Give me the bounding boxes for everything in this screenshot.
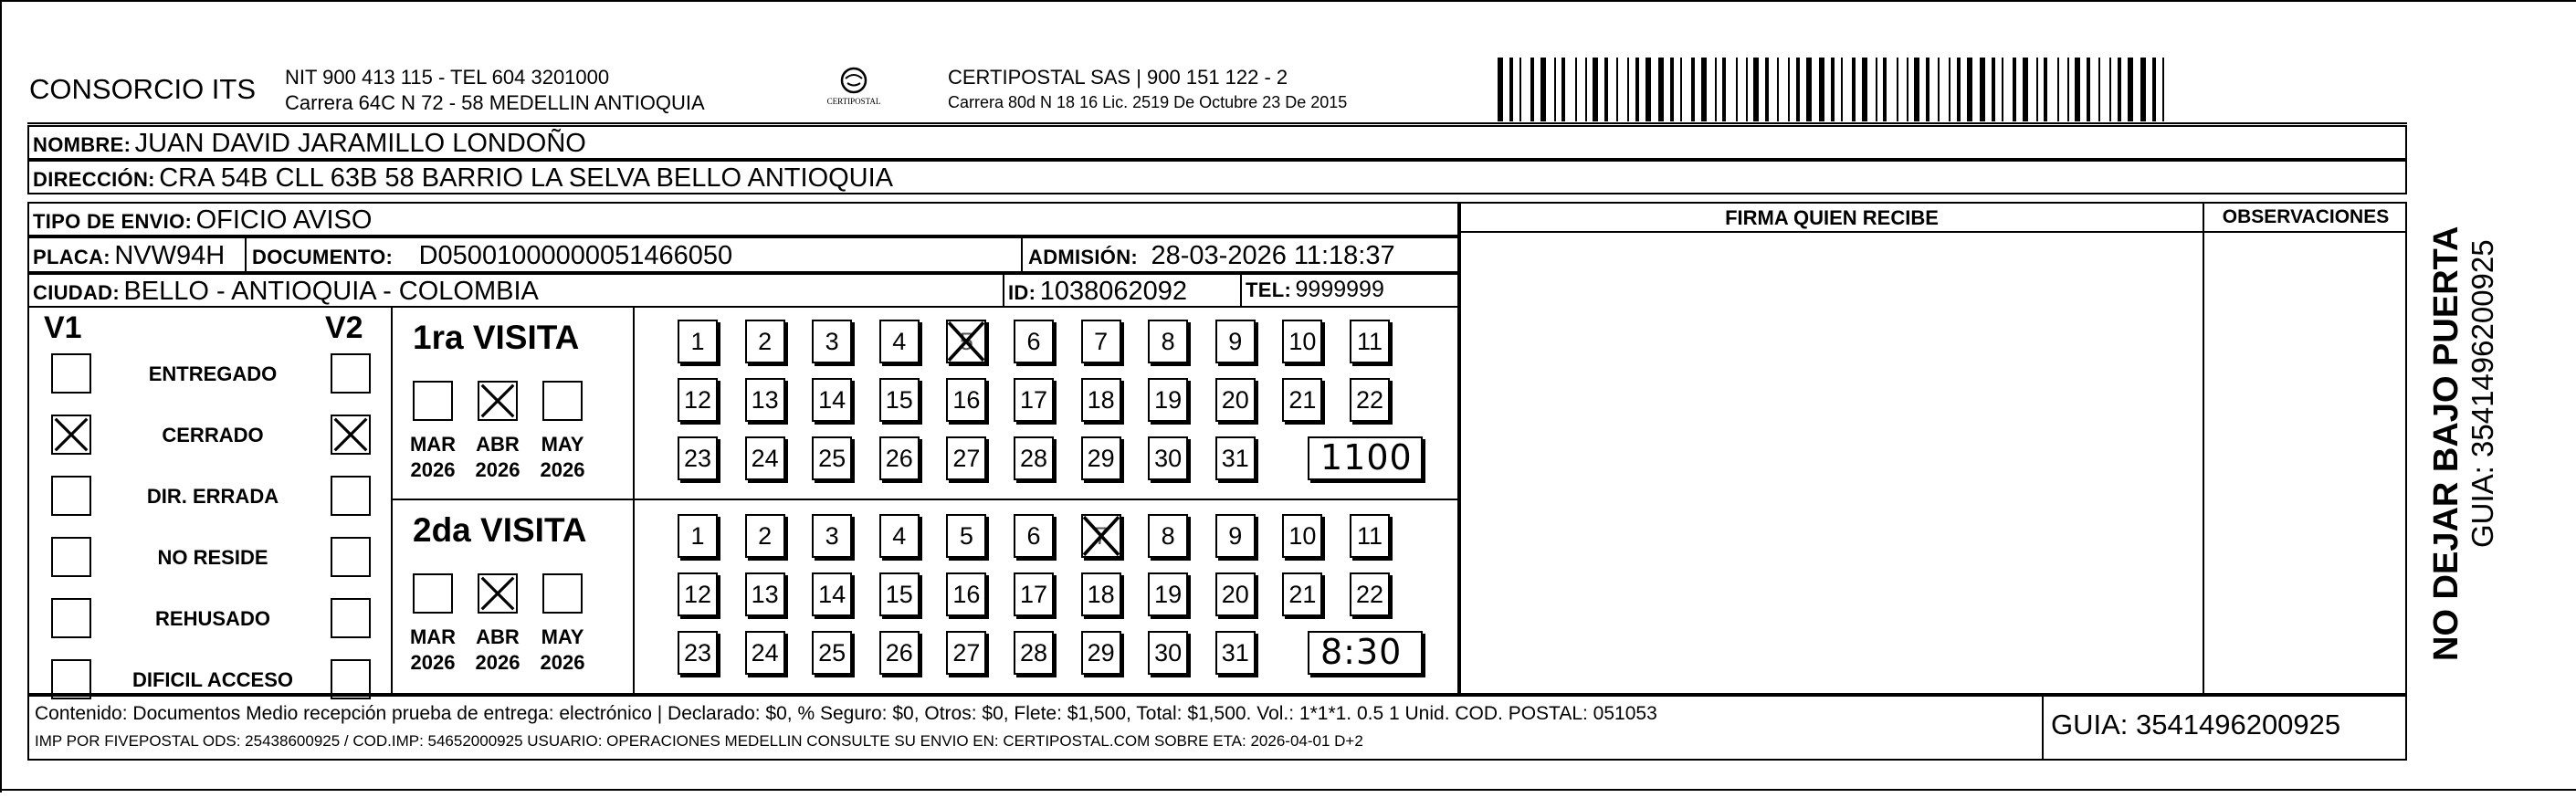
observaciones-header: OBSERVACIONES: [2222, 206, 2390, 227]
carrier-name: CERTIPOSTAL SAS | 900 151 122 - 2: [948, 66, 1288, 89]
v2-checkbox[interactable]: [331, 476, 371, 516]
month-checkbox[interactable]: [413, 573, 453, 614]
company-address: Carrera 64C N 72 - 58 MEDELLIN ANTIOQUIA: [285, 91, 705, 114]
day-box[interactable]: 16: [946, 378, 986, 422]
month-label: [531, 432, 594, 483]
day-box[interactable]: 28: [1014, 631, 1054, 675]
day-box[interactable]: 12: [678, 378, 718, 422]
month-name: ABR: [476, 433, 520, 456]
day-box[interactable]: 3: [812, 514, 852, 558]
month-year: 2026: [540, 458, 585, 481]
day-box[interactable]: 17: [1014, 378, 1054, 422]
day-box[interactable]: 25: [812, 631, 852, 675]
direccion-label: DIRECCIÓN:: [33, 168, 155, 191]
documento-value: D05001000000051466050: [418, 241, 733, 270]
day-box[interactable]: 27: [946, 436, 986, 480]
month-checkbox[interactable]: [478, 573, 518, 614]
id-value: 1038062092: [1039, 277, 1187, 306]
placa-value: NVW94H: [114, 241, 226, 270]
day-box[interactable]: 29: [1081, 436, 1121, 480]
visit-title: 1ra VISITA: [413, 319, 580, 356]
status-label: DIR. ERRADA: [146, 485, 279, 508]
day-box[interactable]: 30: [1148, 436, 1188, 480]
day-box[interactable]: 18: [1081, 572, 1121, 616]
tel-value: 9999999: [1295, 277, 1384, 302]
side-guia: GUIA: 3541496200925: [2466, 239, 2499, 548]
day-box[interactable]: 30: [1148, 631, 1188, 675]
tipo-envio-value: OFICIO AVISO: [195, 205, 373, 235]
placa-label: PLACA:: [33, 246, 110, 268]
direccion-value: CRA 54B CLL 63B 58 BARRIO LA SELVA BELLO ANTIOQUIA: [159, 163, 894, 193]
day-box[interactable]: 15: [879, 572, 920, 616]
month-label: [531, 625, 594, 676]
month-name: MAR: [409, 625, 457, 648]
day-box[interactable]: 13: [745, 378, 785, 422]
firma-header: FIRMA QUIEN RECIBE: [1725, 206, 1939, 229]
nombre-value: JUAN DAVID JARAMILLO LONDOÑO: [134, 129, 586, 158]
day-box[interactable]: 14: [812, 378, 852, 422]
day-box[interactable]: 25: [812, 436, 852, 480]
day-box[interactable]: 17: [1014, 572, 1054, 616]
month-name: MAY: [541, 433, 584, 456]
day-box[interactable]: 27: [946, 631, 986, 675]
day-box[interactable]: 31: [1215, 436, 1256, 480]
day-box[interactable]: 5: [946, 320, 986, 363]
day-box[interactable]: 18: [1081, 378, 1121, 422]
day-box[interactable]: 15: [879, 378, 920, 422]
month-year: 2026: [540, 651, 585, 674]
day-box[interactable]: 26: [879, 436, 920, 480]
nombre-label: NOMBRE:: [33, 133, 131, 156]
month-label: [466, 625, 530, 676]
day-box[interactable]: 11: [1350, 320, 1390, 363]
day-box[interactable]: 23: [678, 631, 718, 675]
status-label: DIFICIL ACCESO: [131, 668, 293, 691]
day-box[interactable]: 10: [1282, 514, 1322, 558]
month-checkbox[interactable]: [542, 573, 583, 614]
tel-label: TEL:: [1246, 278, 1292, 301]
id-label: ID:: [1008, 281, 1036, 304]
documento-label: DOCUMENTO:: [252, 246, 394, 268]
carrier-license: Carrera 80d N 18 16 Lic. 2519 De Octubre 23 De 2015: [948, 93, 1348, 111]
v2-checkbox[interactable]: [331, 659, 371, 699]
time-box[interactable]: [1308, 436, 1423, 480]
footer-imp: IMP POR FIVEPOSTAL ODS: 25438600925 / COD.IMP: 54652000925 USUARIO: OPERACIONES MEDELLIN CONSULTE SU ENVIO EN: CERTIPOSTAL.COM SOBRE ETA: 2026-04-01 D+2: [35, 732, 1363, 750]
day-box[interactable]: 2: [745, 320, 785, 363]
status-label: CERRADO: [162, 424, 264, 446]
day-box[interactable]: 14: [812, 572, 852, 616]
ciudad-label: CIUDAD:: [33, 281, 120, 304]
month-checkbox[interactable]: [413, 381, 453, 421]
day-box[interactable]: 11: [1350, 514, 1390, 558]
day-box[interactable]: 1: [678, 514, 718, 558]
month-year: 2026: [475, 458, 520, 481]
month-name: MAY: [541, 625, 584, 648]
day-box[interactable]: 24: [745, 631, 785, 675]
day-box[interactable]: 29: [1081, 631, 1121, 675]
day-box[interactable]: 8: [1148, 320, 1188, 363]
day-box[interactable]: 4: [879, 514, 920, 558]
day-box[interactable]: 13: [745, 572, 785, 616]
status-label: ENTREGADO: [148, 362, 278, 385]
status-label: REHUSADO: [155, 607, 270, 630]
v2-checkbox[interactable]: [331, 415, 371, 455]
day-box[interactable]: 19: [1148, 572, 1188, 616]
month-year: 2026: [410, 651, 456, 674]
v1-checkbox[interactable]: [51, 537, 91, 577]
month-label: [466, 432, 530, 483]
time-value: 1100: [1320, 437, 1413, 478]
day-box[interactable]: 4: [879, 320, 920, 363]
admision-label: ADMISIÓN:: [1028, 246, 1139, 268]
month-name: ABR: [476, 625, 520, 648]
day-box[interactable]: 31: [1215, 631, 1256, 675]
v1-header: V1: [44, 310, 82, 345]
v2-checkbox[interactable]: [331, 353, 371, 394]
day-box[interactable]: 24: [745, 436, 785, 480]
firma-area[interactable]: [1459, 202, 2204, 695]
logo-text: CERTIPOSTAL: [826, 97, 881, 106]
day-box[interactable]: 20: [1215, 378, 1256, 422]
month-year: 2026: [475, 651, 520, 674]
admision-value: 28-03-2026 11:18:37: [1151, 241, 1395, 270]
day-box[interactable]: 16: [946, 572, 986, 616]
ciudad-value: BELLO - ANTIOQUIA - COLOMBIA: [123, 277, 539, 306]
day-box[interactable]: 6: [1014, 514, 1054, 558]
day-box[interactable]: 6: [1014, 320, 1054, 363]
day-box[interactable]: 28: [1014, 436, 1054, 480]
v1-checkbox[interactable]: [51, 598, 91, 638]
day-box[interactable]: 1: [678, 320, 718, 363]
v2-checkbox[interactable]: [331, 537, 371, 577]
day-box[interactable]: 8: [1148, 514, 1188, 558]
day-box[interactable]: 9: [1215, 320, 1256, 363]
company-name: CONSORCIO ITS: [29, 73, 257, 105]
day-box[interactable]: 22: [1350, 572, 1390, 616]
v1-checkbox[interactable]: [51, 353, 91, 394]
footer-contenido: Contenido: Documentos Medio recepción prueba de entrega: electrónico | Declarado: $0, % Seguro: $0, Otros: $0, Flete: $1,500, Total: $1,500. Vol.: 1*1*1. 0.5 1 Unid. COD. POSTAL: 051053: [35, 703, 1657, 724]
month-label: [401, 625, 465, 676]
observaciones-area[interactable]: [2203, 202, 2407, 695]
month-checkbox[interactable]: [478, 381, 518, 421]
v1-checkbox[interactable]: [51, 659, 91, 699]
day-box[interactable]: 22: [1350, 378, 1390, 422]
visit-title: 2da VISITA: [413, 511, 587, 549]
day-box[interactable]: 7: [1081, 320, 1121, 363]
v2-header: V2: [325, 310, 363, 345]
day-box[interactable]: 20: [1215, 572, 1256, 616]
month-name: MAR: [409, 433, 457, 456]
day-box[interactable]: 2: [745, 514, 785, 558]
barcode: [1498, 58, 2178, 121]
v1-checkbox[interactable]: [51, 415, 91, 455]
day-box[interactable]: 21: [1282, 572, 1322, 616]
day-box[interactable]: 9: [1215, 514, 1256, 558]
day-box[interactable]: 12: [678, 572, 718, 616]
day-box[interactable]: 7: [1081, 514, 1121, 558]
day-box[interactable]: 21: [1282, 378, 1322, 422]
side-warning: NO DEJAR BAJO PUERTA: [2427, 226, 2466, 661]
day-box[interactable]: 26: [879, 631, 920, 675]
tipo-envio-label: TIPO DE ENVIO:: [33, 210, 193, 233]
time-box[interactable]: [1308, 631, 1423, 675]
day-box[interactable]: 23: [678, 436, 718, 480]
company-nit: NIT 900 413 115 - TEL 604 3201000: [285, 66, 610, 89]
v2-checkbox[interactable]: [331, 598, 371, 638]
time-value: 8:30: [1320, 632, 1403, 672]
status-label: NO RESIDE: [157, 546, 268, 569]
day-box[interactable]: 3: [812, 320, 852, 363]
month-year: 2026: [410, 458, 456, 481]
certipostal-logo: [813, 66, 895, 110]
day-box[interactable]: 10: [1282, 320, 1322, 363]
month-label: [401, 432, 465, 483]
footer-guia: GUIA: 3541496200925: [2051, 709, 2341, 740]
v1-checkbox[interactable]: [51, 476, 91, 516]
month-checkbox[interactable]: [542, 381, 583, 421]
day-box[interactable]: 19: [1148, 378, 1188, 422]
day-box[interactable]: 5: [946, 514, 986, 558]
